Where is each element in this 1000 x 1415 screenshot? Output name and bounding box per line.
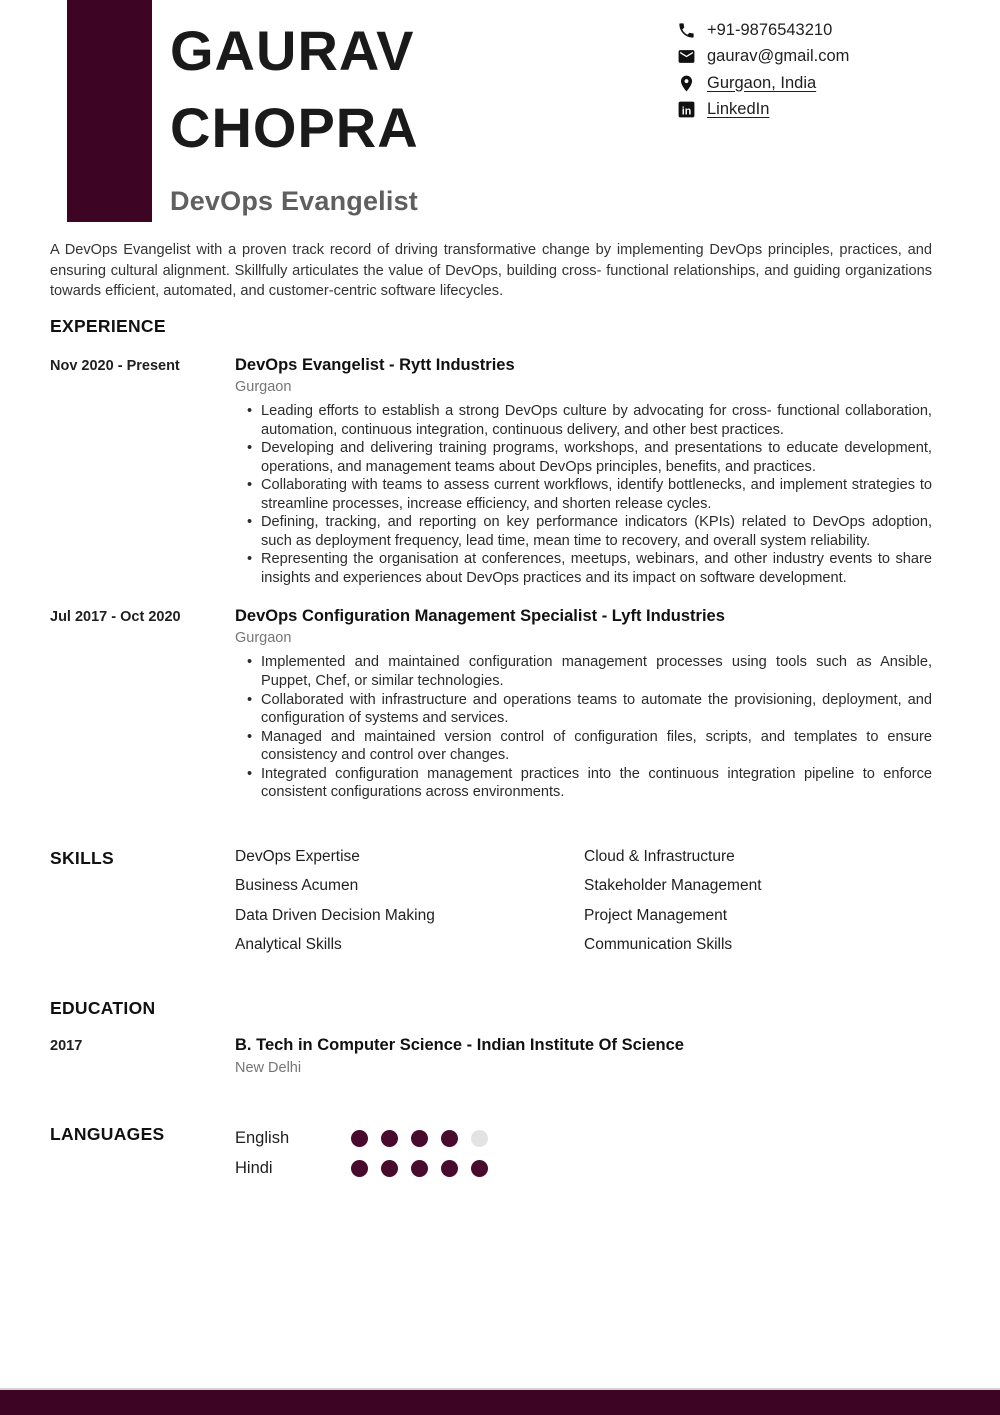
job-location: Gurgaon xyxy=(235,630,292,647)
language-level-dot xyxy=(381,1160,398,1177)
language-name: English xyxy=(235,1129,290,1148)
phone-icon xyxy=(676,20,696,40)
contact-location[interactable] xyxy=(676,73,849,93)
languages-section xyxy=(50,1124,932,1184)
language-row xyxy=(235,1124,932,1154)
language-level-dots xyxy=(351,1160,932,1177)
education-details xyxy=(235,1036,932,1076)
education-year: 2017 xyxy=(50,1037,83,1054)
language-level-dot xyxy=(441,1160,458,1177)
job-dates: Nov 2020 - Present xyxy=(50,358,180,375)
skills-column-1 xyxy=(235,848,584,966)
job-location: Gurgaon xyxy=(235,379,292,396)
skill-item: Project Management xyxy=(584,906,728,924)
job-bullet-list xyxy=(235,402,932,587)
language-level-dot xyxy=(351,1130,368,1147)
bullet-item: • Developing and delivering training programs, workshops, and presentations to educate development, operations, and management teams about DevOps principles, benefits, and practices. xyxy=(235,439,932,476)
language-level-dots xyxy=(351,1130,932,1147)
location-link[interactable]: Gurgaon, India xyxy=(707,73,817,92)
language-level-dot xyxy=(471,1160,488,1177)
education-location: New Delhi xyxy=(235,1059,302,1076)
bullet-item: • Collaborating with teams to assess current workflows, identify bottlenecks, and implement strategies to streamline processes, increase efficiency, and shorten release cycles. xyxy=(235,476,932,513)
language-level-dot xyxy=(411,1160,428,1177)
contact-email xyxy=(676,47,849,67)
skill-item: Data Driven Decision Making xyxy=(235,906,435,924)
contact-linkedin[interactable] xyxy=(676,100,849,120)
name-block xyxy=(170,12,419,166)
contact-list xyxy=(676,20,849,120)
skill-item: Stakeholder Management xyxy=(584,877,762,895)
section-heading-skills: SKILLS xyxy=(50,847,115,868)
skills-section xyxy=(50,848,932,966)
job-details xyxy=(235,356,932,587)
resume-content xyxy=(0,240,1000,1184)
svg-text:in: in xyxy=(681,105,691,118)
contact-phone xyxy=(676,20,849,40)
job-details xyxy=(235,607,932,801)
linkedin-icon xyxy=(676,100,696,120)
job-title: DevOps Evangelist xyxy=(170,186,418,216)
bullet-item: • Managed and maintained version control of configuration files, scripts, and templates to ensure consistency and control over changes. xyxy=(235,728,932,765)
job-title-company: DevOps Configuration Management Specialist - Lyft Industries xyxy=(235,607,725,626)
education-entry xyxy=(50,1036,932,1076)
job-bullet-list xyxy=(235,653,932,801)
language-name: Hindi xyxy=(235,1159,273,1178)
bullet-item: • Integrated configuration management practices into the continuous integration pipeline to enforce consistent configurations across environments. xyxy=(235,765,932,802)
experience-entry xyxy=(50,356,932,587)
skills-column-2 xyxy=(584,848,932,966)
section-heading-languages: LANGUAGES xyxy=(50,1123,165,1144)
bullet-item: • Defining, tracking, and reporting on key performance indicators (KPIs) related to DevOps adoption, such as deployment frequency, lead time, mean time to recovery, and overall system reliability. xyxy=(235,513,932,550)
phone-number: +91-9876543210 xyxy=(707,20,833,39)
experience-entry xyxy=(50,607,932,801)
bullet-item: • Leading efforts to establish a strong DevOps culture by advocating for cross- functional collaboration, automation, continuous integration, continuous delivery, and other best practices. xyxy=(235,402,932,439)
language-level-dot xyxy=(441,1130,458,1147)
job-dates: Jul 2017 - Oct 2020 xyxy=(50,609,181,626)
first-name: GAURAV xyxy=(170,19,415,82)
language-row xyxy=(235,1154,932,1184)
skill-item: Cloud & Infrastructure xyxy=(584,847,735,865)
education-degree: B. Tech in Computer Science - Indian Institute Of Science xyxy=(235,1035,684,1054)
job-title-company: DevOps Evangelist - Rytt Industries xyxy=(235,356,515,375)
skill-item: Analytical Skills xyxy=(235,936,342,954)
footer-accent-bar xyxy=(0,1388,1000,1415)
bullet-item: • Collaborated with infrastructure and operations teams to automate the provisioning, deployment, and configuration of systems and services. xyxy=(235,691,932,728)
language-level-dot xyxy=(411,1130,428,1147)
language-level-dot xyxy=(471,1130,488,1147)
summary-paragraph: A DevOps Evangelist with a proven track record of driving transformative change by implementing DevOps principles, practices, and ensuring cultural alignment. Skillfully articulates the value of DevOps, building cross- functional relationships, and guiding organizations towards efficient, automated, and customer-centric software lifecycles. xyxy=(50,242,932,300)
skill-item: Business Acumen xyxy=(235,877,359,895)
section-heading-experience: EXPERIENCE xyxy=(50,316,166,337)
language-rows xyxy=(235,1124,932,1184)
skill-item: DevOps Expertise xyxy=(235,847,360,865)
header-accent-block xyxy=(67,0,152,222)
language-level-dot xyxy=(351,1160,368,1177)
language-level-dot xyxy=(381,1130,398,1147)
skill-item: Communication Skills xyxy=(584,936,733,954)
last-name: CHOPRA xyxy=(170,96,419,159)
section-heading-education: EDUCATION xyxy=(50,997,156,1018)
email-address: gaurav@gmail.com xyxy=(707,47,850,65)
bullet-item: • Representing the organisation at conferences, meetups, webinars, and other industry events to share insights and experiences about DevOps practices and its impact on software development. xyxy=(235,550,932,587)
bullet-item: • Implemented and maintained configuration management processes using tools such as Ansible, Puppet, Chef, or similar technologies. xyxy=(235,653,932,690)
location-pin-icon xyxy=(676,73,696,93)
email-icon xyxy=(676,47,696,67)
linkedin-link[interactable]: LinkedIn xyxy=(707,100,770,118)
